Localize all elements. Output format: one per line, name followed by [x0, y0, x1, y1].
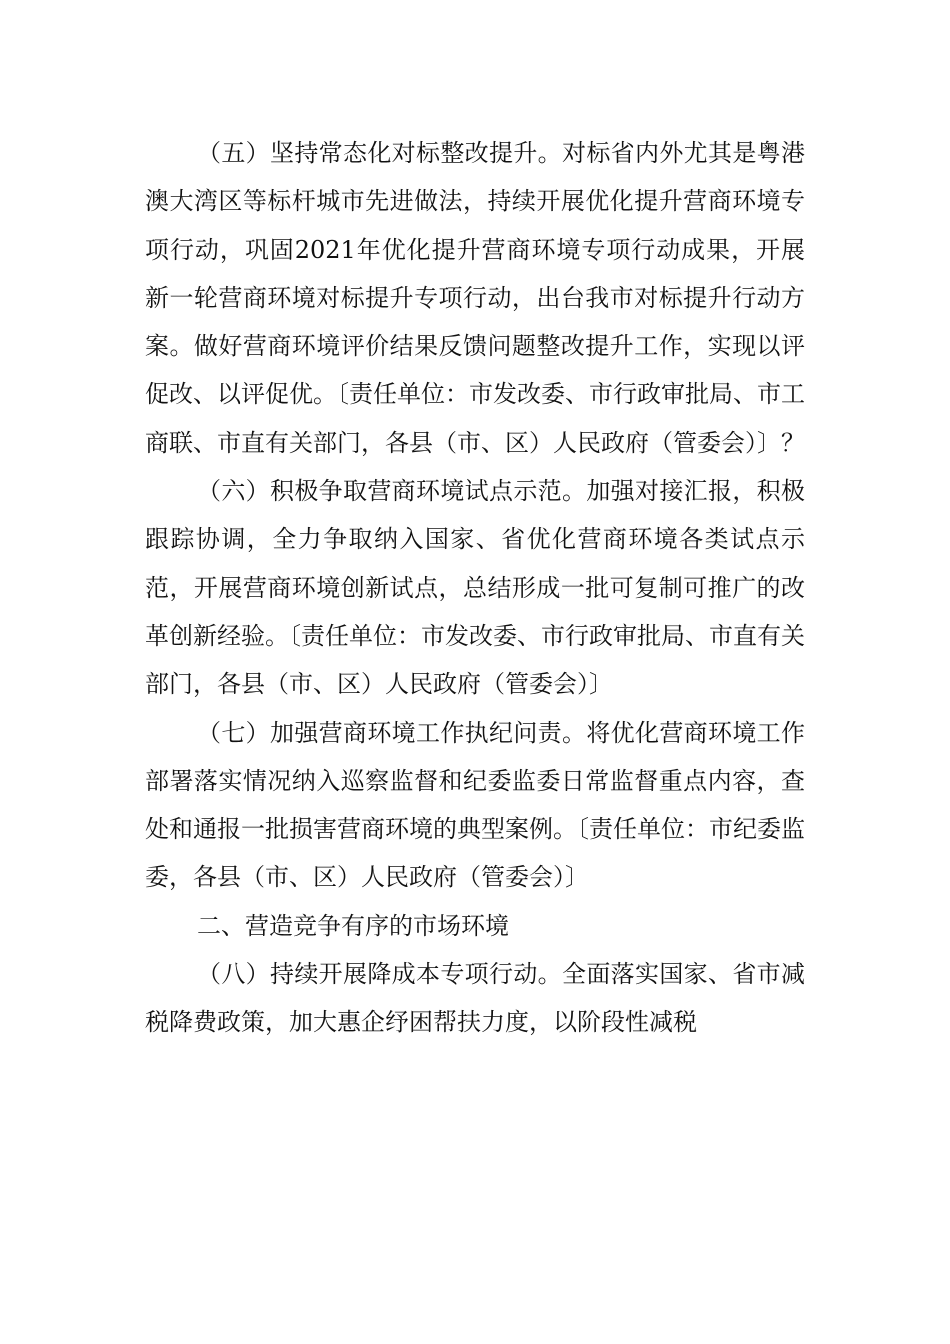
paragraph-seven: （七）加强营商环境工作执纪问责。将优化营商环境工作部署落实情况纳入巡察监督和纪委监委日常监督重点内容，查处和通报一批损害营商环境的典型案例。〔责任单位：市纪委监委，各县（市、区）人民政府（管委会）〕 — [145, 718, 805, 892]
paragraph-eight: （八）持续开展降成本专项行动。全面落实国家、省市减税降费政策，加大惠企纾困帮扶力度，以阶段性减税 — [145, 960, 805, 1037]
paragraph-five: （五）坚持常态化对标整改提升。对标省内外尤其是粤港澳大湾区等标杆城市先进做法，持续开展优化提升营商环境专项行动，巩固2021年优化提升营商环境专项行动成果，开展新一轮营商环境对标提升专项行动，出台我市对标提升行动方案。做好营商环境评价结果反馈问题整改提升工作，实现以评促改、以评促优。〔责任单位：市发改委、市行政审批局、市工商联、市直有关部门，各县（市、区）人民政府（管委会）〕？ — [145, 139, 805, 457]
document-body — [145, 129, 805, 1047]
paragraph-six: （六）积极争取营商环境试点示范。加强对接汇报，积极跟踪协调，全力争取纳入国家、省优化营商环境各类试点示范，开展营商环境创新试点，总结形成一批可复制可推广的改革创新经验。〔责任单位：市发改委、市行政审批局、市直有关部门，各县（市、区）人民政府（管委会）〕 — [145, 477, 805, 699]
section-heading: 二、营造竞争有序的市场环境 — [197, 911, 509, 940]
